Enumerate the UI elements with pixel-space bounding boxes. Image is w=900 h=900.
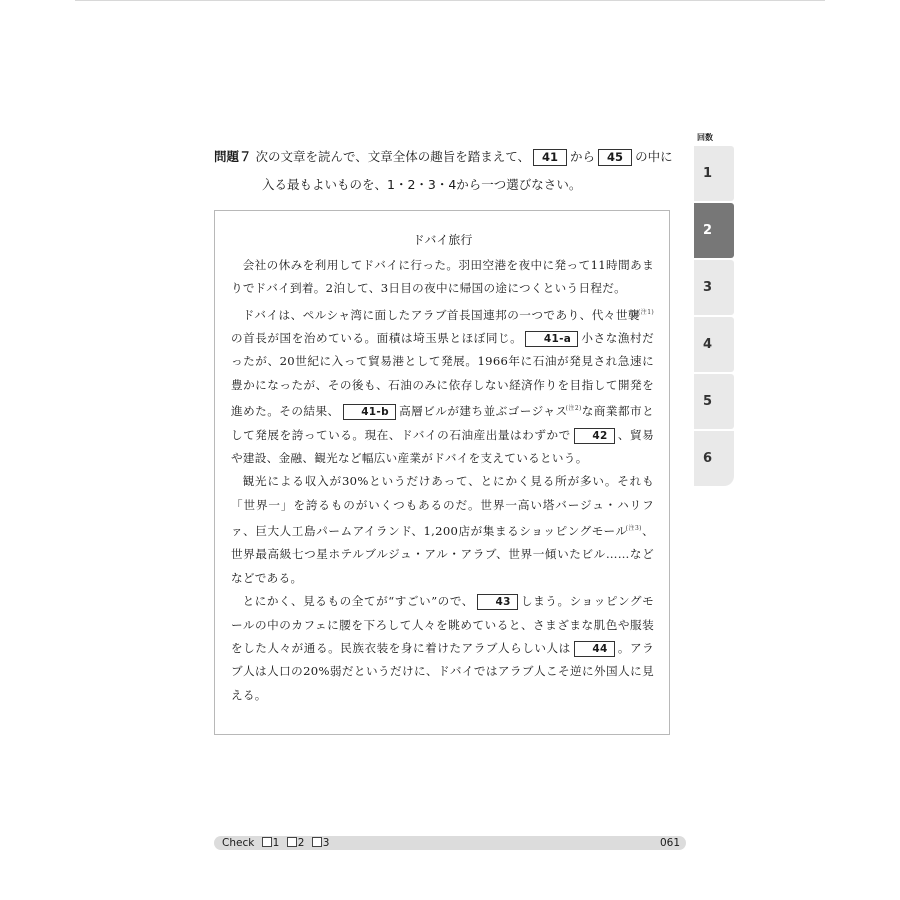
p4-text-1: とにかく、見るもの全てが“すごい”ので、 — [242, 594, 474, 609]
check-box-3-label: 3 — [322, 837, 330, 849]
round-tabs — [694, 130, 734, 488]
p2-text-5: な商業都市として発展を誇っている。現在、ドバイの石油産出量はわずかで — [231, 404, 654, 442]
footnote-2: (注2) — [565, 405, 582, 413]
p4-text-3: 。アラブ人は人口の20%弱だというだけに、ドバイではアラブ人こそ逆に外国人に見える。 — [231, 641, 654, 702]
p2-text-6: 、貿易や建設、金融、観光など幅広い産業がドバイを支えているという。 — [231, 427, 655, 465]
tabs-header: 回数 — [697, 133, 713, 142]
tab-round-3[interactable]: 3 — [694, 260, 734, 315]
passage-title: ドバイ旅行 — [412, 233, 473, 247]
footnote-3: (注3) — [625, 525, 642, 533]
check-group — [222, 836, 329, 850]
tab-round-1[interactable]: 1 — [694, 146, 734, 201]
question-text-a: 次の文章を読んで、文章全体の趣旨を踏まえて、 — [255, 149, 531, 164]
blank-43: 43 — [477, 594, 518, 610]
blank-41b: 41-b — [343, 404, 396, 420]
blank-42: 42 — [574, 428, 615, 444]
p2-text-4: 高層ビルが建ち並ぶゴージャス — [398, 404, 568, 419]
question-text-c: の中に — [635, 149, 673, 164]
p2-text-1: ドバイは、ペルシャ湾に面したアラブ首長国連邦の一つであり、代々世襲 — [242, 307, 640, 322]
passage-box — [214, 210, 670, 735]
paragraph-3 — [231, 470, 654, 590]
question-instruction — [214, 143, 684, 199]
paragraph-4 — [231, 590, 654, 707]
p3-text-2: 、世界最高級七つ星ホテルブルジュ・アル・アラブ、世界一傾いたビル……などなどである。 — [231, 524, 654, 585]
check-box-1[interactable] — [262, 837, 272, 847]
check-box-2[interactable] — [287, 837, 297, 847]
blank-45: 45 — [598, 149, 632, 166]
p2-text-2: の首長が国を治めている。面積は埼玉県とほぼ同じ。 — [231, 331, 523, 346]
blank-41a: 41-a — [525, 331, 578, 347]
tab-round-2[interactable]: 2 — [694, 203, 734, 258]
p2-text-3: 小さな漁村だったが、20世紀に入って貿易港として発展。1966年に石油が発見され急速に豊かになったが、その後も、石油のみに依存しない経済作りを目指して開発を進めた。その結果、 — [231, 331, 654, 419]
blank-44: 44 — [574, 641, 615, 657]
p3-text-1: 観光による収入が30%というだけあって、とにかく見る所が多い。それも「世界一」を誇るものがいくつもあるのだ。世界一高い塔バージュ・ハリファ、巨大人工島パームアイランド、1,200店が集まるショッピングモール — [231, 474, 654, 539]
check-box-2-label: 2 — [297, 837, 305, 849]
question-line-2: 入る最もよいものを、1・2・3・4から一つ選びなさい。 — [262, 177, 582, 192]
tab-round-4[interactable]: 4 — [694, 317, 734, 372]
tab-round-6[interactable]: 6 — [694, 431, 734, 486]
footer-bar — [214, 836, 686, 850]
check-box-3[interactable] — [312, 837, 322, 847]
tab-round-5[interactable]: 5 — [694, 374, 734, 429]
check-label: Check — [222, 837, 255, 849]
blank-41: 41 — [533, 149, 567, 166]
question-text-b: から — [570, 149, 596, 164]
page-number: 061 — [659, 837, 680, 849]
question-label: 問題７ — [214, 149, 252, 164]
paragraph-2 — [231, 301, 654, 471]
p4-text-2: しまう。ショッピングモールの中のカフェに腰を下ろして人々を眺めていると、さまざまな肌色や服装をした人々が通る。民族衣装を身に着けたアラブ人らしい人は — [231, 594, 654, 656]
check-box-1-label: 1 — [272, 837, 280, 849]
top-divider — [75, 0, 825, 1]
footnote-1: (注1) — [637, 308, 654, 316]
paragraph-1: 会社の休みを利用してドバイに行った。羽田空港を夜中に発って11時間あまりでドバイ到着。2泊して、3日目の夜中に帰国の途につくという日程だ。 — [231, 258, 654, 296]
